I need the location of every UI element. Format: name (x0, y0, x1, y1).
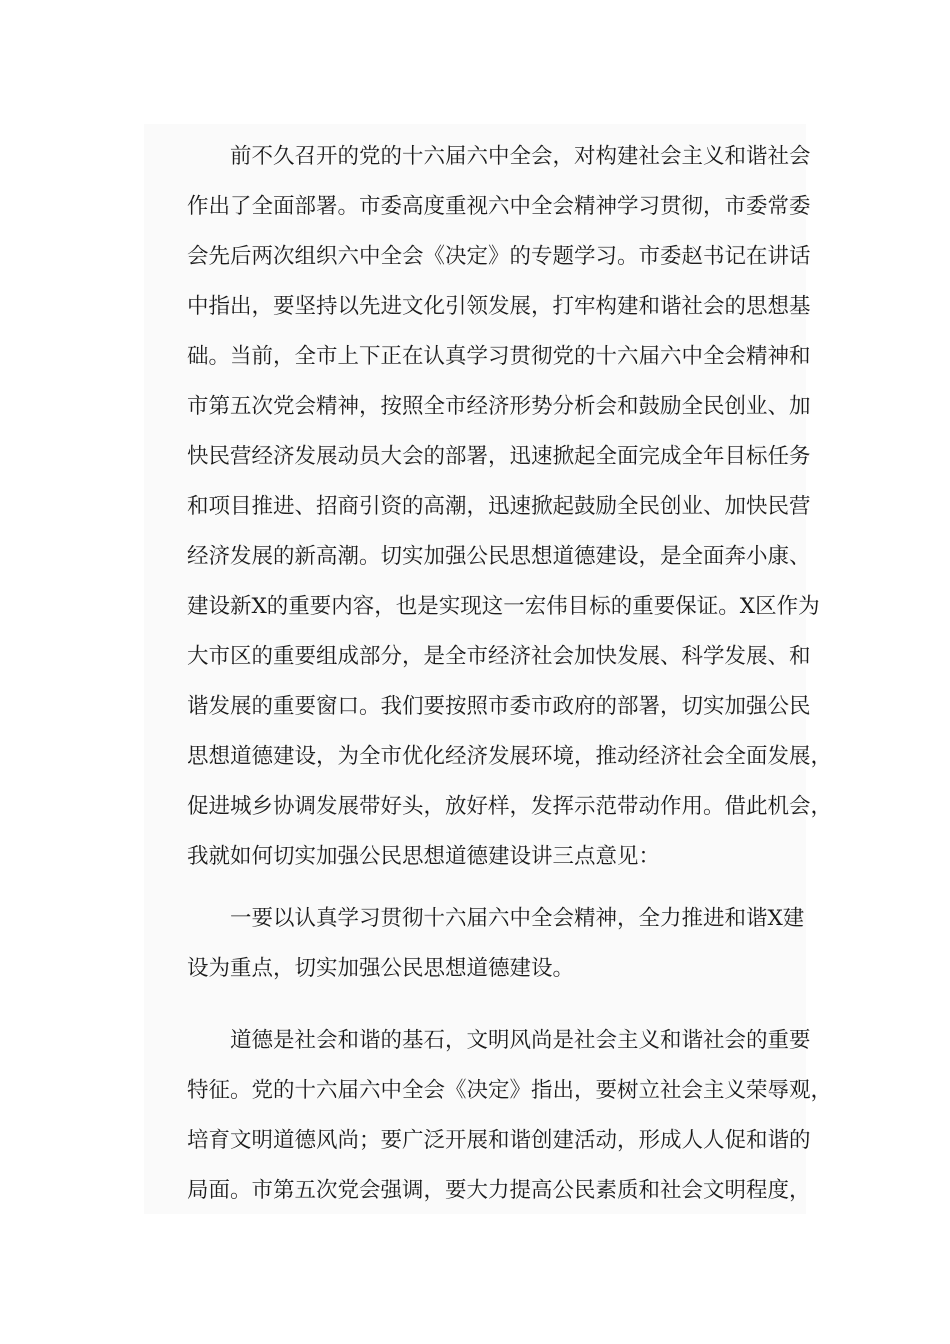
text-line: 大市区的重要组成部分，是全市经济社会加快发展、科学发展、和 (187, 644, 811, 669)
paragraph-intro (144, 132, 833, 882)
text-line: 经济发展的新高潮。切实加强公民思想道德建设，是全面奔小康、 (187, 544, 811, 569)
text-line: 一要以认真学习贯彻十六届六中全会精神，全力推进和谐X建 (230, 906, 805, 931)
text-line: 作出了全面部署。市委高度重视六中全会精神学习贯彻，市委常委 (187, 194, 811, 219)
text-line: 思想道德建设，为全市优化经济发展环境，推动经济社会全面发展， (187, 744, 833, 769)
text-line: 局面。市第五次党会强调，要大力提高公民素质和社会文明程度， (187, 1178, 811, 1203)
paragraph-point-one (144, 894, 806, 994)
text-line: 建设新X的重要内容，也是实现这一宏伟目标的重要保证。X区作为 (187, 594, 820, 619)
text-line: 促进城乡协调发展带好头，放好样，发挥示范带动作用。借此机会， (187, 794, 833, 819)
text-line: 和项目推进、招商引资的高潮，迅速掀起鼓励全民创业、加快民营 (187, 494, 811, 519)
text-line: 快民营经济发展动员大会的部署，迅速掀起全面完成全年目标任务 (187, 444, 811, 469)
text-line: 特征。党的十六届六中全会《决定》指出，要树立社会主义荣辱观， (187, 1078, 833, 1103)
text-line: 设为重点，切实加强公民思想道德建设。 (187, 956, 575, 981)
text-line: 谐发展的重要窗口。我们要按照市委市政府的部署，切实加强公民 (187, 694, 811, 719)
text-line: 我就如何切实加强公民思想道德建设讲三点意见： (187, 844, 661, 869)
paragraph-morality (144, 1016, 833, 1216)
text-line: 前不久召开的党的十六届六中全会，对构建社会主义和谐社会 (230, 144, 811, 169)
text-line: 市第五次党会精神，按照全市经济形势分析会和鼓励全民创业、加 (187, 394, 811, 419)
text-line: 道德是社会和谐的基石，文明风尚是社会主义和谐社会的重要 (230, 1028, 811, 1053)
document-page (144, 124, 833, 1214)
text-line: 中指出，要坚持以先进文化引领发展，打牢构建和谐社会的思想基 (187, 294, 811, 319)
text-line: 会先后两次组织六中全会《决定》的专题学习。市委赵书记在讲话 (187, 244, 811, 269)
text-line: 培育文明道德风尚；要广泛开展和谐创建活动，形成人人促和谐的 (187, 1128, 811, 1153)
text-line: 础。当前，全市上下正在认真学习贯彻党的十六届六中全会精神和 (187, 344, 811, 369)
